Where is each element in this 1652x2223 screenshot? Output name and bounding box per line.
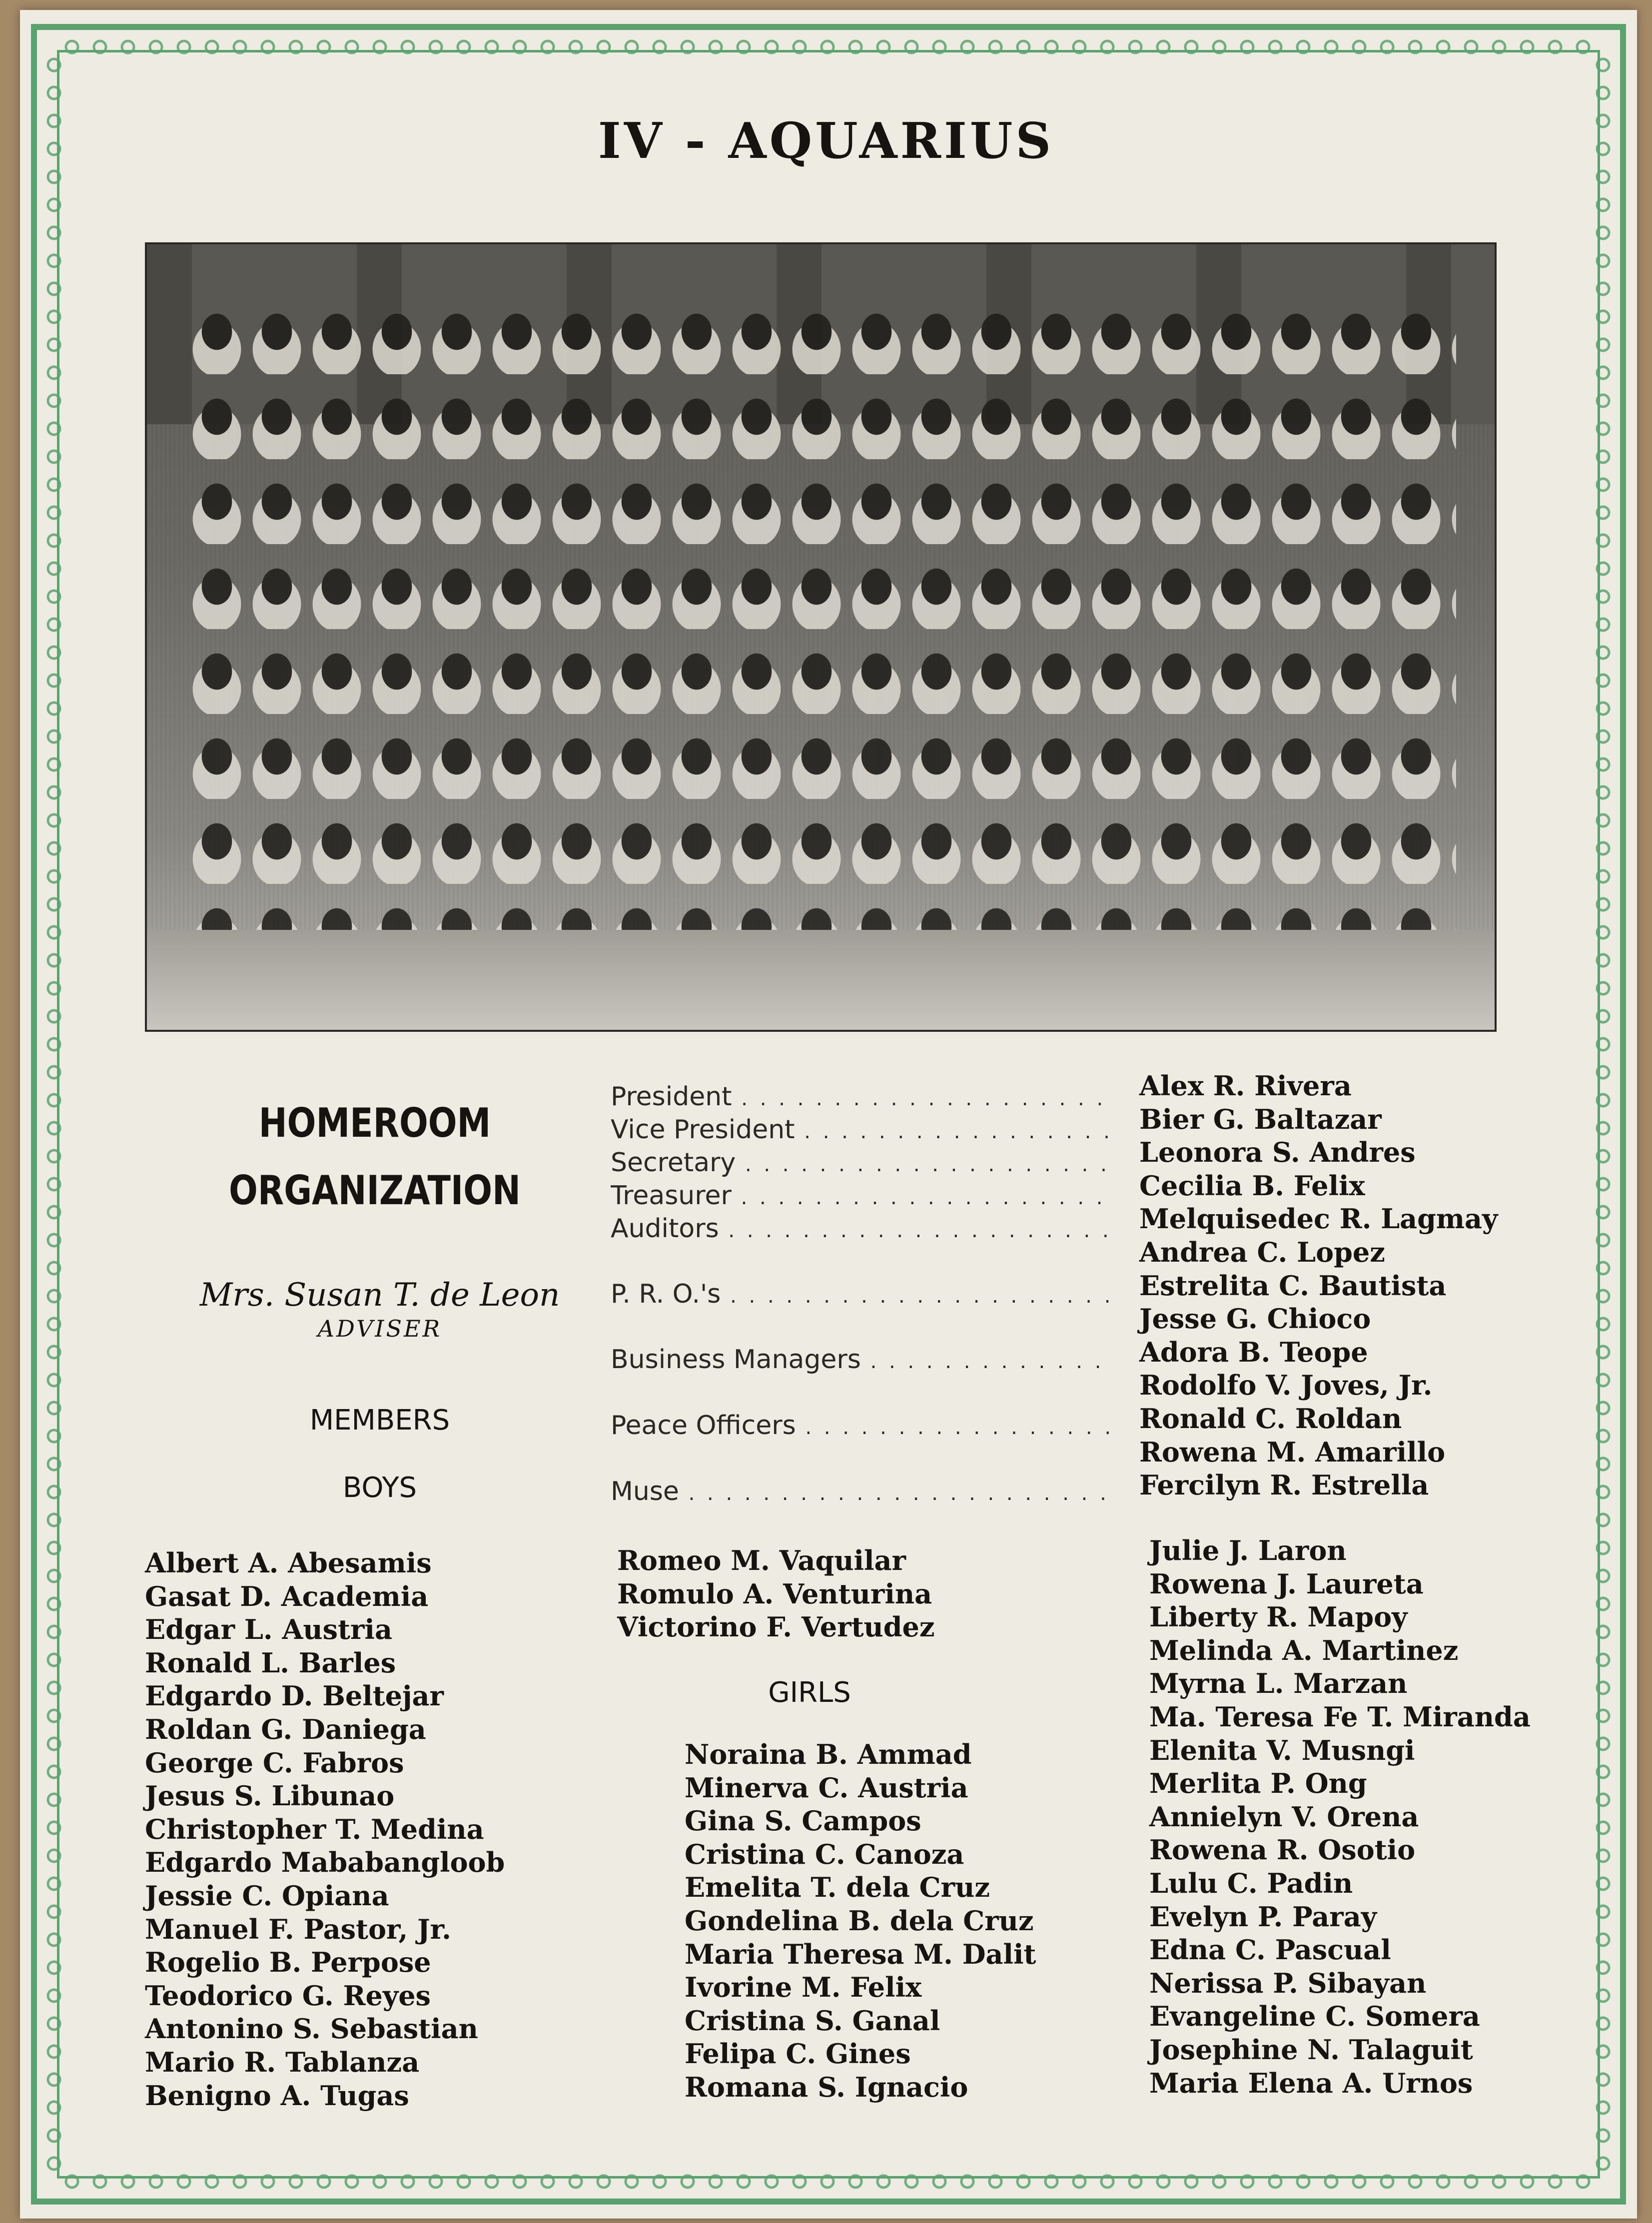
boy-name: Romeo M. Vaquilar: [617, 1544, 906, 1576]
officer-name: Leonora S. Andres: [1139, 1136, 1416, 1169]
officer-name: Bier G. Baltazar: [1139, 1103, 1382, 1135]
girl-name: Julie J. Laron: [1149, 1534, 1347, 1566]
boy-name: Mario R. Tablanza: [145, 2046, 420, 2078]
adviser-name: Mrs. Susan T. de Leon: [199, 1277, 560, 1314]
boy-name: Rogelio B. Perpose: [145, 1946, 431, 1979]
girl-name: Ma. Teresa Fe T. Miranda: [1149, 1700, 1531, 1733]
officer-position: Secretary . . .: [611, 1148, 1110, 1181]
boy-name: Roldan G. Daniega: [145, 1713, 426, 1745]
girls-list: [685, 1738, 1036, 2104]
officer-position: Peace Officers . . .: [611, 1411, 1110, 1444]
girl-name: Lulu C. Padin: [1149, 1867, 1353, 1899]
officer-name: Rowena M. Amarillo: [1139, 1436, 1446, 1468]
girls-list-continued: [1149, 1534, 1531, 2100]
boy-name: Edgar L. Austria: [145, 1613, 392, 1646]
adviser-role: ADVISER: [317, 1315, 442, 1342]
boy-name: Victorino F. Vertudez: [617, 1611, 935, 1643]
class-group-photo: [145, 242, 1497, 1032]
girl-name: Evelyn P. Paray: [1149, 1900, 1377, 1933]
officer-position: Business Managers . . .: [611, 1345, 1110, 1378]
officer-name-list: [1139, 1069, 1498, 1502]
boy-name: Jesus S. Libunao: [145, 1780, 395, 1812]
boys-heading: BOYS: [342, 1472, 417, 1504]
members-heading: MEMBERS: [309, 1404, 450, 1437]
boy-name: Jessie C. Opiana: [145, 1879, 389, 1912]
girl-name: Romana S. Ignacio: [685, 2071, 968, 2103]
girl-name: Minerva C. Austria: [685, 1771, 968, 1804]
girl-name: Edna C. Pascual: [1149, 1934, 1391, 1966]
homeroom-heading: [209, 1089, 541, 1224]
officer-position: Treasurer . . .: [611, 1181, 1110, 1214]
homeroom-line-1: HOMEROOM: [258, 1100, 491, 1146]
photo-ground: [147, 930, 1495, 1030]
officer-name: Fercilyn R. Estrella: [1139, 1469, 1429, 1501]
photo-students: [187, 289, 1456, 989]
girl-name: Emelita T. dela Cruz: [685, 1871, 990, 1904]
girl-name: Gondelina B. dela Cruz: [685, 1904, 1034, 1937]
girl-name: Nerissa P. Sibayan: [1149, 1967, 1427, 1999]
officer-position: Muse . . .: [611, 1477, 1110, 1509]
girl-name: Felipa C. Gines: [685, 2038, 911, 2070]
officer-position: P. R. O.'s . . .: [611, 1279, 1110, 1312]
officer-name: Adora B. Teope: [1139, 1336, 1368, 1368]
officer-name: Rodolfo V. Joves, Jr.: [1139, 1369, 1433, 1402]
girl-name: Maria Elena A. Urnos: [1149, 2067, 1473, 2099]
boy-name: Albert A. Abesamis: [145, 1547, 432, 1579]
boy-name: Romulo A. Venturina: [617, 1577, 932, 1610]
boy-name: Christopher T. Medina: [145, 1813, 484, 1845]
girl-name: Elenita V. Musngi: [1149, 1734, 1415, 1766]
boy-name: Ronald L. Barles: [145, 1646, 396, 1679]
officer-name: Andrea C. Lopez: [1139, 1236, 1385, 1268]
boy-name: Manuel F. Pastor, Jr.: [145, 1913, 451, 1945]
boys-list: [145, 1546, 505, 2112]
girl-name: Noraina B. Ammad: [685, 1738, 972, 1770]
officer-name: Ronald C. Roldan: [1139, 1402, 1402, 1435]
officer-name: Jesse G. Chioco: [1139, 1303, 1371, 1335]
boy-name: Benigno A. Tugas: [145, 2079, 409, 2112]
girl-name: Merlita P. Ong: [1149, 1767, 1367, 1800]
girl-name: Cristina S. Ganal: [685, 2004, 940, 2037]
girl-name: Ivorine M. Felix: [685, 1971, 922, 2004]
officer-name: Cecilia B. Felix: [1139, 1169, 1365, 1202]
boy-name: Gasat D. Academia: [145, 1580, 429, 1612]
boy-name: Antonino S. Sebastian: [145, 2013, 478, 2045]
officer-position: Auditors . . .: [611, 1214, 1110, 1247]
boy-name: Edgardo D. Beltejar: [145, 1680, 444, 1712]
girl-name: Annielyn V. Orena: [1149, 1800, 1419, 1833]
boy-name: George C. Fabros: [145, 1746, 404, 1779]
girl-name: Myrna L. Marzan: [1149, 1667, 1408, 1700]
girl-name: Gina S. Campos: [685, 1805, 921, 1837]
page-title: IV - AQUARIUS: [598, 112, 1054, 170]
officer-name: Alex R. Rivera: [1139, 1070, 1352, 1102]
boy-name: Teodorico G. Reyes: [145, 1979, 431, 2012]
officer-name: Melquisedec R. Lagmay: [1139, 1203, 1498, 1235]
boy-name: Edgardo Mababangloob: [145, 1846, 505, 1879]
officer-position: President . . .: [611, 1082, 1110, 1115]
girl-name: Evangeline C. Somera: [1149, 2000, 1480, 2033]
girls-heading: GIRLS: [768, 1676, 851, 1709]
girl-name: Josephine N. Talaguit: [1149, 2033, 1473, 2066]
officer-position: Vice President . . .: [611, 1115, 1110, 1148]
girl-name: Rowena R. Osotio: [1149, 1834, 1416, 1866]
officer-name: Estrelita C. Bautista: [1139, 1269, 1447, 1302]
boys-list-continued: [617, 1544, 935, 1644]
girl-name: Maria Theresa M. Dalit: [685, 1938, 1036, 1970]
homeroom-line-2: ORGANIZATION: [229, 1167, 521, 1214]
girl-name: Liberty R. Mapoy: [1149, 1601, 1408, 1633]
girl-name: Melinda A. Martinez: [1149, 1634, 1459, 1666]
girl-name: Rowena J. Laureta: [1149, 1567, 1424, 1600]
girl-name: Cristina C. Canoza: [685, 1838, 964, 1870]
